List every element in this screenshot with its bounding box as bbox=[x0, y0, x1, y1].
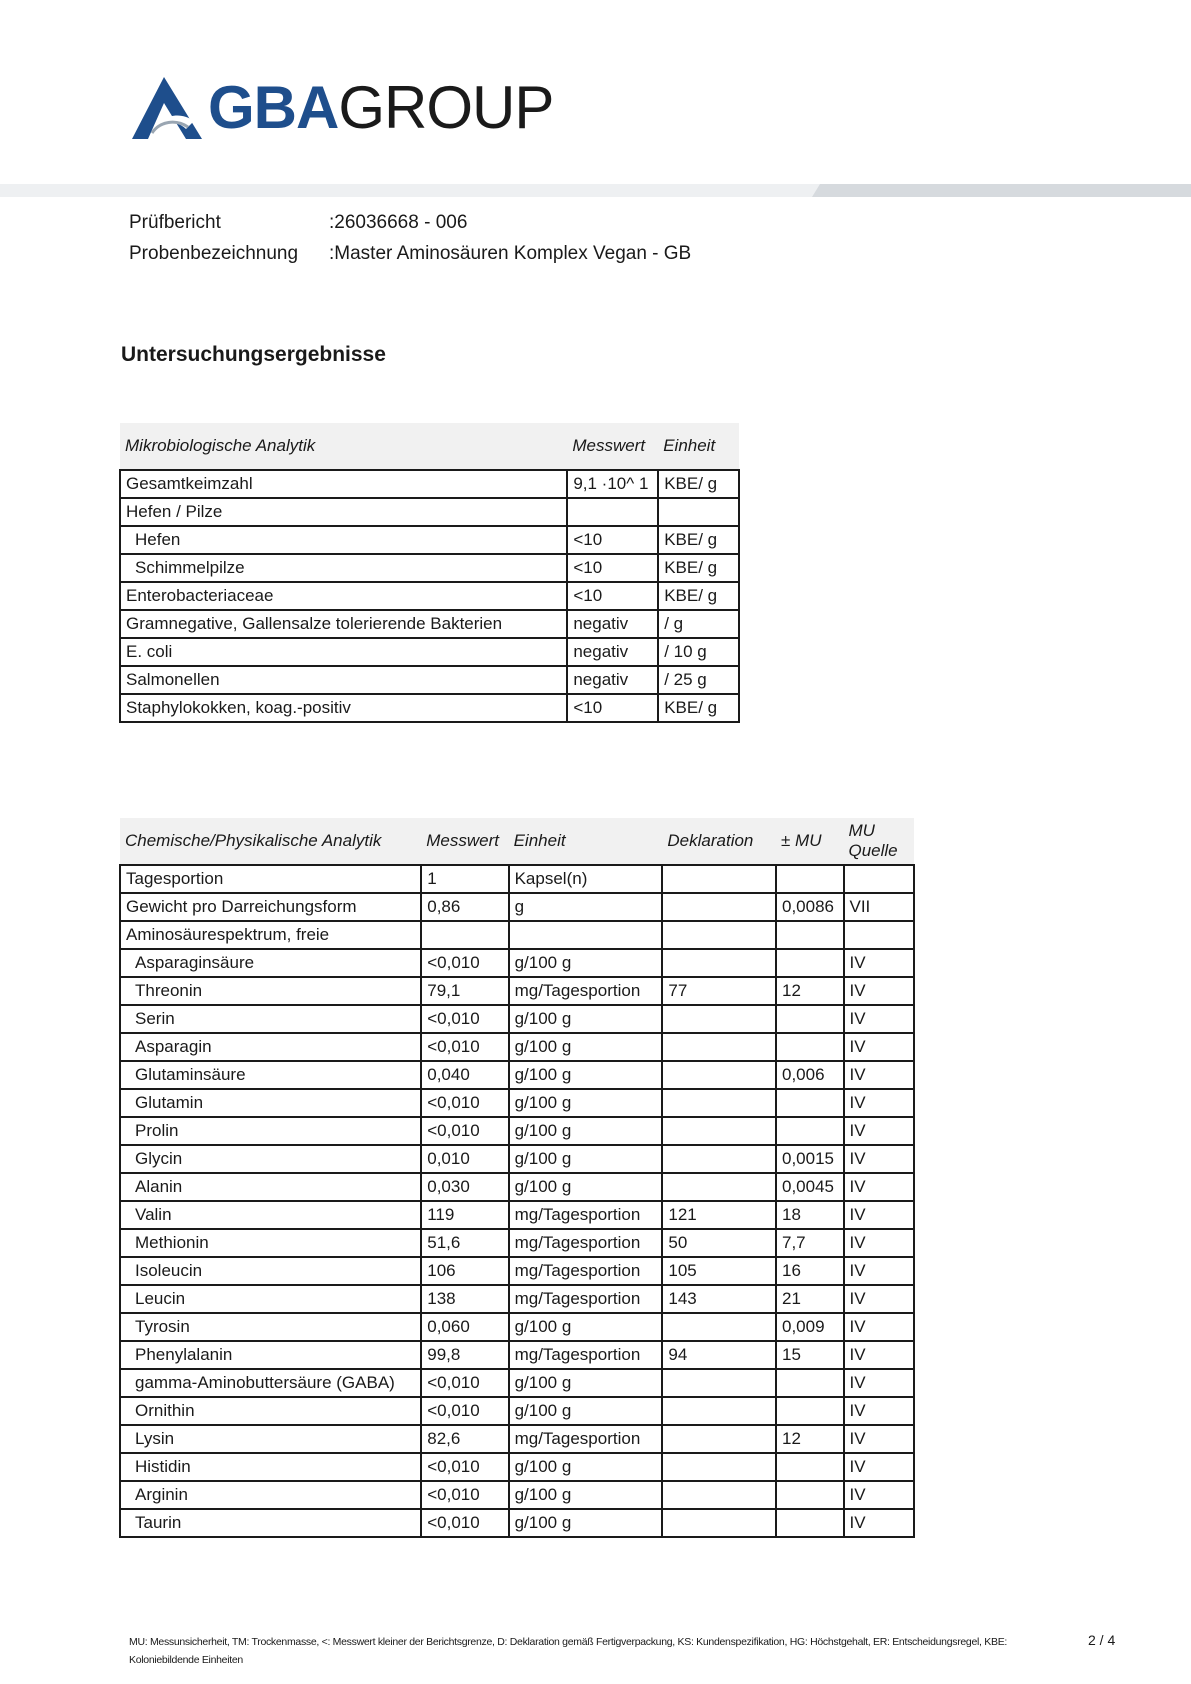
table-cell: 143 bbox=[662, 1285, 776, 1313]
table-cell: KBE/ g bbox=[658, 554, 739, 582]
table-cell bbox=[776, 1005, 844, 1033]
table-cell: g/100 g bbox=[509, 1397, 663, 1425]
table-cell: IV bbox=[844, 1425, 915, 1453]
table-cell: negativ bbox=[567, 610, 658, 638]
table-cell: 9,1 ·10^ 1 bbox=[567, 470, 658, 498]
table-cell: g/100 g bbox=[509, 1005, 663, 1033]
table-cell: 0,009 bbox=[776, 1313, 844, 1341]
table-cell: g/100 g bbox=[509, 1145, 663, 1173]
table-cell: IV bbox=[844, 1257, 915, 1285]
table-cell: 0,040 bbox=[421, 1061, 508, 1089]
table-cell: <0,010 bbox=[421, 1369, 508, 1397]
table-cell: g/100 g bbox=[509, 1509, 663, 1537]
micro-header-row bbox=[120, 423, 739, 470]
col-header-value: Messwert bbox=[421, 818, 508, 865]
table-cell: <0,010 bbox=[421, 1033, 508, 1061]
table-cell: <0,010 bbox=[421, 1117, 508, 1145]
table-cell bbox=[662, 1369, 776, 1397]
col-header-unit: Einheit bbox=[658, 423, 739, 470]
table-cell: 138 bbox=[421, 1285, 508, 1313]
table-cell: KBE/ g bbox=[658, 526, 739, 554]
table-row bbox=[120, 1369, 914, 1397]
table-cell: <10 bbox=[567, 582, 658, 610]
table-cell: IV bbox=[844, 1285, 915, 1313]
table-row bbox=[120, 1061, 914, 1089]
table-cell: 0,060 bbox=[421, 1313, 508, 1341]
table-cell: 105 bbox=[662, 1257, 776, 1285]
table-cell: mg/Tagesportion bbox=[509, 1229, 663, 1257]
table-cell bbox=[776, 1453, 844, 1481]
table-cell bbox=[776, 1117, 844, 1145]
gba-logo-icon bbox=[132, 77, 202, 139]
table-cell: 21 bbox=[776, 1285, 844, 1313]
table-cell: gamma-Aminobuttersäure (GABA) bbox=[120, 1369, 421, 1397]
table-cell bbox=[776, 1033, 844, 1061]
table-cell: 0,86 bbox=[421, 893, 508, 921]
table-cell bbox=[776, 1397, 844, 1425]
table-cell: 50 bbox=[662, 1229, 776, 1257]
table-cell: <0,010 bbox=[421, 1397, 508, 1425]
report-meta bbox=[129, 207, 691, 269]
table-cell: 79,1 bbox=[421, 977, 508, 1005]
table-cell: IV bbox=[844, 1397, 915, 1425]
table-cell: <10 bbox=[567, 694, 658, 722]
logo-group: GROUP bbox=[338, 74, 554, 141]
table-cell: Prolin bbox=[120, 1117, 421, 1145]
table-row bbox=[120, 1313, 914, 1341]
table-cell: IV bbox=[844, 1089, 915, 1117]
report-header bbox=[0, 0, 1191, 185]
table-cell bbox=[567, 498, 658, 526]
table-cell bbox=[662, 865, 776, 893]
meta-label: Prüfbericht bbox=[129, 212, 221, 233]
table-cell bbox=[776, 1509, 844, 1537]
table-cell: IV bbox=[844, 1061, 915, 1089]
chem-header-row bbox=[120, 818, 914, 865]
table-cell: g/100 g bbox=[509, 1033, 663, 1061]
table-cell bbox=[776, 1369, 844, 1397]
table-row bbox=[120, 1257, 914, 1285]
table-cell bbox=[776, 865, 844, 893]
table-cell bbox=[662, 1173, 776, 1201]
chem-table bbox=[119, 818, 915, 1538]
table-cell: 0,010 bbox=[421, 1145, 508, 1173]
table-cell: IV bbox=[844, 1313, 915, 1341]
col-header-unit: Einheit bbox=[509, 818, 663, 865]
gba-group-logo bbox=[132, 76, 553, 140]
meta-sample-name bbox=[129, 238, 691, 269]
table-row bbox=[120, 1285, 914, 1313]
table-cell: <10 bbox=[567, 554, 658, 582]
table-cell: Tagesportion bbox=[120, 865, 421, 893]
footer-legend: MU: Messunsicherheit, TM: Trockenmasse, <: Messwert kleiner der Berichtsgrenze, D: Deklaration gemäß Fertigverpackung, KS: Kundenspezifikation, HG: Höchstgehalt, ER: Entscheidungsregel, KBE: Koloniebildende Einheiten bbox=[129, 1636, 1008, 1666]
col-header-analytics: Chemische/Physikalische Analytik bbox=[120, 818, 421, 865]
col-header-value: Messwert bbox=[567, 423, 658, 470]
table-cell: Serin bbox=[120, 1005, 421, 1033]
table-cell: g/100 g bbox=[509, 1313, 663, 1341]
table-cell bbox=[662, 893, 776, 921]
table-cell: Phenylalanin bbox=[120, 1341, 421, 1369]
header-rule-accent bbox=[812, 184, 1191, 197]
table-cell bbox=[844, 921, 915, 949]
table-row bbox=[120, 694, 739, 722]
table-row bbox=[120, 1425, 914, 1453]
table-cell: <10 bbox=[567, 526, 658, 554]
table-cell bbox=[776, 921, 844, 949]
table-cell: IV bbox=[844, 1229, 915, 1257]
table-cell: <0,010 bbox=[421, 949, 508, 977]
table-cell: 121 bbox=[662, 1201, 776, 1229]
table-cell: IV bbox=[844, 1005, 915, 1033]
table-row bbox=[120, 1341, 914, 1369]
table-cell: g/100 g bbox=[509, 1117, 663, 1145]
table-row bbox=[120, 526, 739, 554]
table-cell bbox=[662, 1005, 776, 1033]
meta-report-number bbox=[129, 207, 691, 238]
table-cell: <0,010 bbox=[421, 1453, 508, 1481]
table-cell: Glycin bbox=[120, 1145, 421, 1173]
table-cell: mg/Tagesportion bbox=[509, 1425, 663, 1453]
table-cell bbox=[509, 921, 663, 949]
table-cell bbox=[662, 1453, 776, 1481]
section-title: Untersuchungsergebnisse bbox=[121, 343, 386, 366]
table-cell: 1 bbox=[421, 865, 508, 893]
table-cell: Tyrosin bbox=[120, 1313, 421, 1341]
table-cell bbox=[662, 1509, 776, 1537]
table-cell: 0,0045 bbox=[776, 1173, 844, 1201]
table-cell: g/100 g bbox=[509, 1089, 663, 1117]
table-cell bbox=[658, 498, 739, 526]
table-cell: 106 bbox=[421, 1257, 508, 1285]
table-cell: VII bbox=[844, 893, 915, 921]
table-row bbox=[120, 921, 914, 949]
table-cell: IV bbox=[844, 1117, 915, 1145]
table-cell: 7,7 bbox=[776, 1229, 844, 1257]
table-cell bbox=[662, 1145, 776, 1173]
table-cell: mg/Tagesportion bbox=[509, 977, 663, 1005]
table-cell: IV bbox=[844, 1369, 915, 1397]
table-cell: mg/Tagesportion bbox=[509, 1285, 663, 1313]
table-cell: Threonin bbox=[120, 977, 421, 1005]
table-cell: g/100 g bbox=[509, 1173, 663, 1201]
table-cell: IV bbox=[844, 949, 915, 977]
table-cell: 0,030 bbox=[421, 1173, 508, 1201]
table-row bbox=[120, 1033, 914, 1061]
table-cell: KBE/ g bbox=[658, 582, 739, 610]
table-cell bbox=[662, 921, 776, 949]
table-cell: Taurin bbox=[120, 1509, 421, 1537]
page-number: 2 / 4 bbox=[1088, 1632, 1116, 1648]
table-cell: g/100 g bbox=[509, 1481, 663, 1509]
table-cell bbox=[844, 865, 915, 893]
table-row bbox=[120, 1117, 914, 1145]
table-cell: Kapsel(n) bbox=[509, 865, 663, 893]
table-cell: Lysin bbox=[120, 1425, 421, 1453]
table-row bbox=[120, 977, 914, 1005]
table-cell: IV bbox=[844, 1509, 915, 1537]
table-cell: 0,006 bbox=[776, 1061, 844, 1089]
table-cell bbox=[776, 1089, 844, 1117]
table-row bbox=[120, 865, 914, 893]
table-row bbox=[120, 893, 914, 921]
col-header-analytics: Mikrobiologische Analytik bbox=[120, 423, 567, 470]
table-row bbox=[120, 1089, 914, 1117]
table-cell: Enterobacteriaceae bbox=[120, 582, 567, 610]
table-cell: 94 bbox=[662, 1341, 776, 1369]
logo-wordmark bbox=[208, 76, 553, 140]
table-cell: IV bbox=[844, 1341, 915, 1369]
table-cell: g/100 g bbox=[509, 949, 663, 977]
table-cell: Hefen / Pilze bbox=[120, 498, 567, 526]
table-cell: Gramnegative, Gallensalze tolerierende Bakterien bbox=[120, 610, 567, 638]
table-cell: 0,0015 bbox=[776, 1145, 844, 1173]
table-row bbox=[120, 1453, 914, 1481]
table-cell: 16 bbox=[776, 1257, 844, 1285]
table-cell: Staphylokokken, koag.-positiv bbox=[120, 694, 567, 722]
table-cell: 18 bbox=[776, 1201, 844, 1229]
table-cell: <0,010 bbox=[421, 1509, 508, 1537]
col-header-declaration: Deklaration bbox=[662, 818, 776, 865]
table-row bbox=[120, 1005, 914, 1033]
table-row bbox=[120, 1145, 914, 1173]
table-cell: Arginin bbox=[120, 1481, 421, 1509]
table-cell: Histidin bbox=[120, 1453, 421, 1481]
logo-gba: GBA bbox=[208, 74, 339, 141]
table-row bbox=[120, 949, 914, 977]
table-cell: KBE/ g bbox=[658, 470, 739, 498]
table-cell: IV bbox=[844, 1033, 915, 1061]
table-cell: 0,0086 bbox=[776, 893, 844, 921]
table-cell: g/100 g bbox=[509, 1453, 663, 1481]
table-row bbox=[120, 638, 739, 666]
table-cell bbox=[662, 949, 776, 977]
table-cell bbox=[776, 1481, 844, 1509]
table-cell: Glutamin bbox=[120, 1089, 421, 1117]
table-cell: Methionin bbox=[120, 1229, 421, 1257]
table-cell: negativ bbox=[567, 666, 658, 694]
table-cell: IV bbox=[844, 1173, 915, 1201]
table-cell: Leucin bbox=[120, 1285, 421, 1313]
table-cell bbox=[662, 1313, 776, 1341]
table-cell: mg/Tagesportion bbox=[509, 1341, 663, 1369]
table-cell: Salmonellen bbox=[120, 666, 567, 694]
table-cell bbox=[662, 1425, 776, 1453]
table-cell: Gewicht pro Darreichungsform bbox=[120, 893, 421, 921]
table-cell: 15 bbox=[776, 1341, 844, 1369]
table-row bbox=[120, 554, 739, 582]
table-cell: Ornithin bbox=[120, 1397, 421, 1425]
col-header-mu: ± MU bbox=[776, 818, 844, 865]
table-row bbox=[120, 1201, 914, 1229]
table-cell: 12 bbox=[776, 1425, 844, 1453]
table-cell: / 10 g bbox=[658, 638, 739, 666]
table-cell: negativ bbox=[567, 638, 658, 666]
table-cell: <0,010 bbox=[421, 1005, 508, 1033]
table-row bbox=[120, 666, 739, 694]
table-cell: <0,010 bbox=[421, 1481, 508, 1509]
table-cell: Hefen bbox=[120, 526, 567, 554]
table-cell: mg/Tagesportion bbox=[509, 1201, 663, 1229]
table-cell: 119 bbox=[421, 1201, 508, 1229]
table-cell: / 25 g bbox=[658, 666, 739, 694]
col-header-mu-source: MU Quelle bbox=[844, 818, 915, 865]
meta-label: Probenbezeichnung bbox=[129, 243, 299, 264]
table-row bbox=[120, 1509, 914, 1537]
table-cell: mg/Tagesportion bbox=[509, 1257, 663, 1285]
table-cell: <0,010 bbox=[421, 1089, 508, 1117]
table-cell: 51,6 bbox=[421, 1229, 508, 1257]
table-cell: IV bbox=[844, 1201, 915, 1229]
micro-table bbox=[119, 423, 740, 723]
table-cell bbox=[776, 949, 844, 977]
table-cell: g/100 g bbox=[509, 1061, 663, 1089]
table-cell: g bbox=[509, 893, 663, 921]
table-cell: IV bbox=[844, 1453, 915, 1481]
table-cell: IV bbox=[844, 1145, 915, 1173]
meta-value: :Master Aminosäuren Komplex Vegan - GB bbox=[329, 243, 692, 264]
table-cell: 12 bbox=[776, 977, 844, 1005]
table-cell: g/100 g bbox=[509, 1369, 663, 1397]
table-cell: 77 bbox=[662, 977, 776, 1005]
table-row bbox=[120, 1397, 914, 1425]
table-row bbox=[120, 1229, 914, 1257]
table-cell bbox=[662, 1033, 776, 1061]
table-cell: Alanin bbox=[120, 1173, 421, 1201]
table-cell bbox=[662, 1481, 776, 1509]
table-row bbox=[120, 582, 739, 610]
table-cell bbox=[421, 921, 508, 949]
table-cell bbox=[662, 1089, 776, 1117]
table-cell: Schimmelpilze bbox=[120, 554, 567, 582]
table-row bbox=[120, 610, 739, 638]
table-row bbox=[120, 1173, 914, 1201]
meta-value: :26036668 - 006 bbox=[329, 212, 468, 233]
table-cell: E. coli bbox=[120, 638, 567, 666]
table-cell: Gesamtkeimzahl bbox=[120, 470, 567, 498]
table-cell: IV bbox=[844, 977, 915, 1005]
table-cell: 82,6 bbox=[421, 1425, 508, 1453]
table-cell bbox=[662, 1061, 776, 1089]
table-row bbox=[120, 1481, 914, 1509]
table-row bbox=[120, 470, 739, 498]
table-cell: 99,8 bbox=[421, 1341, 508, 1369]
table-cell: Asparaginsäure bbox=[120, 949, 421, 977]
table-cell bbox=[662, 1117, 776, 1145]
table-row bbox=[120, 498, 739, 526]
table-cell: Glutaminsäure bbox=[120, 1061, 421, 1089]
table-cell: Asparagin bbox=[120, 1033, 421, 1061]
table-cell: IV bbox=[844, 1481, 915, 1509]
table-cell: Isoleucin bbox=[120, 1257, 421, 1285]
table-cell: / g bbox=[658, 610, 739, 638]
table-cell: KBE/ g bbox=[658, 694, 739, 722]
table-cell: Valin bbox=[120, 1201, 421, 1229]
table-cell bbox=[662, 1397, 776, 1425]
table-cell: Aminosäurespektrum, freie bbox=[120, 921, 421, 949]
